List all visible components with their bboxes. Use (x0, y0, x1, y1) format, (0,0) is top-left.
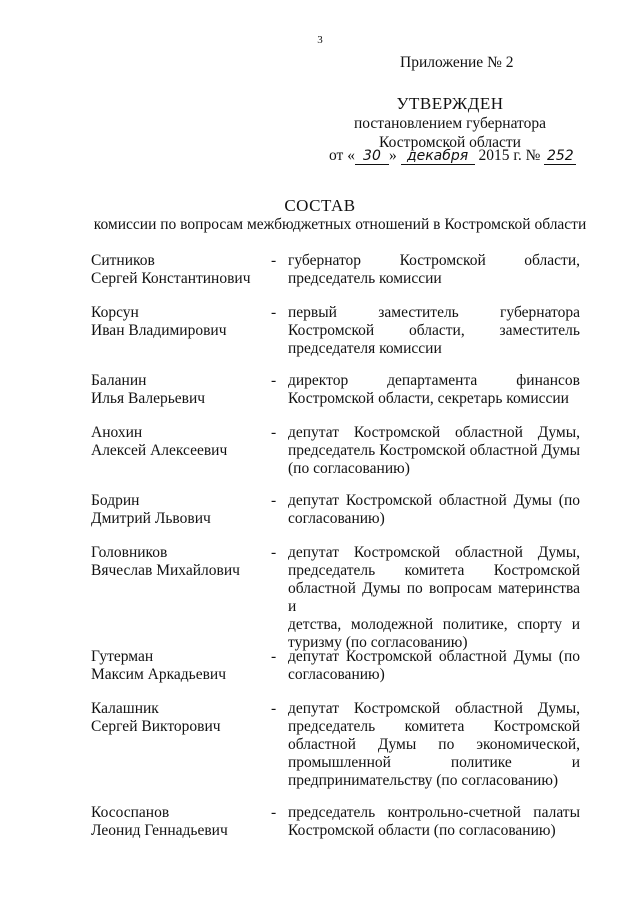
member-surname: Гутерман (91, 648, 154, 665)
member-role (288, 648, 580, 684)
date-mid: » (388, 147, 397, 164)
member-name (91, 492, 261, 528)
member-name (91, 544, 261, 580)
member-dash: - (271, 492, 277, 509)
approval-date-line (329, 147, 576, 165)
member-dash: - (271, 544, 277, 561)
member-dash: - (271, 304, 277, 321)
member-dash: - (271, 372, 277, 389)
member-role-line: директор департамента финансов (288, 372, 580, 389)
member-role-line: председатель Костромской областной Думы (288, 442, 580, 459)
member-surname: Анохин (91, 424, 143, 441)
page-number: 3 (317, 34, 323, 46)
member-role (288, 804, 580, 840)
member-surname: Кососпанов (91, 804, 170, 821)
member-role-line: промышленной политике и (288, 754, 580, 771)
date-prefix: от « (329, 147, 355, 164)
member-surname: Баланин (91, 372, 147, 389)
member-role-line: туризму (по согласованию) (288, 634, 468, 651)
date-year: 2015 г. № (478, 147, 541, 164)
appendix-label: Приложение № 2 (400, 54, 514, 71)
member-role-line: согласованию) (288, 510, 385, 527)
member-surname: Калашник (91, 700, 159, 717)
member-role-line: председатель комитета Костромской (288, 718, 580, 735)
member-role-line: депутат Костромской областной Думы (по (288, 648, 580, 665)
member-role (288, 492, 580, 528)
member-surname: Корсун (91, 304, 139, 321)
member-given-names: Леонид Геннадьевич (91, 822, 228, 839)
member-role-line: первый заместитель губернатора (288, 304, 580, 321)
member-role-line: областной Думы по вопросам материнства и (288, 580, 580, 615)
member-name (91, 304, 261, 340)
document-title: СОСТАВ (284, 196, 356, 215)
member-name (91, 804, 261, 840)
member-role-line: областной Думы по экономической, (288, 736, 580, 753)
member-given-names: Вячеслав Михайлович (91, 562, 240, 579)
member-role (288, 700, 580, 790)
member-role (288, 252, 580, 288)
member-given-names: Сергей Константинович (91, 270, 251, 287)
member-given-names: Алексей Алексеевич (91, 442, 228, 459)
document-subtitle: комиссии по вопросам межбюджетных отношений в Костромской области (93, 216, 587, 233)
member-given-names: Дмитрий Львович (91, 510, 211, 527)
member-role-line: согласованию) (288, 666, 385, 683)
member-role-line: депутат Костромской областной Думы, (288, 700, 580, 717)
member-role-line: председатель контрольно-счетной палаты (288, 804, 580, 821)
member-surname: Ситников (91, 252, 155, 269)
member-role (288, 372, 580, 408)
member-name (91, 252, 261, 288)
member-name (91, 700, 261, 736)
date-month: декабря (401, 149, 475, 165)
member-role-line: Костромской области, секретарь комиссии (288, 390, 569, 407)
member-role-line: губернатор Костромской области, (288, 252, 580, 269)
member-role-line: (по согласованию) (288, 460, 410, 477)
approval-line-2: Костромской области (379, 134, 521, 151)
member-role (288, 544, 580, 652)
approval-line-1: постановлением губернатора (353, 115, 547, 132)
member-role-line: депутат Костромской областной Думы (по (288, 492, 580, 509)
date-day: 30 (355, 149, 389, 165)
decree-number: 252 (544, 149, 576, 165)
member-role-line: председатель комиссии (288, 270, 442, 287)
member-role-line: депутат Костромской областной Думы, (288, 544, 580, 561)
member-role (288, 424, 580, 478)
member-dash: - (271, 252, 277, 269)
member-role-line: Костромской области (по согласованию) (288, 822, 556, 839)
member-name (91, 424, 261, 460)
member-name (91, 372, 261, 408)
member-role-line: Костромской области, заместитель (288, 322, 580, 339)
member-surname: Бодрин (91, 492, 140, 509)
member-role-line: предпринимательству (по согласованию) (288, 772, 559, 789)
member-given-names: Сергей Викторович (91, 718, 221, 735)
member-surname: Головников (91, 544, 168, 561)
approval-block (318, 94, 582, 152)
approval-title: УТВЕРЖДЕН (396, 94, 504, 113)
member-dash: - (271, 804, 277, 821)
member-dash: - (271, 700, 277, 717)
member-role (288, 304, 580, 358)
member-role-line: председатель комитета Костромской (288, 562, 580, 579)
member-name (91, 648, 261, 684)
member-given-names: Иван Владимирович (91, 322, 227, 339)
member-given-names: Максим Аркадьевич (91, 666, 227, 683)
member-dash: - (271, 424, 277, 441)
member-role-line: детства, молодежной политике, спорту и (288, 616, 580, 633)
member-role-line: председателя комиссии (288, 340, 442, 357)
member-role-line: депутат Костромской областной Думы, (288, 424, 580, 441)
member-given-names: Илья Валерьевич (91, 390, 206, 407)
member-dash: - (271, 648, 277, 665)
